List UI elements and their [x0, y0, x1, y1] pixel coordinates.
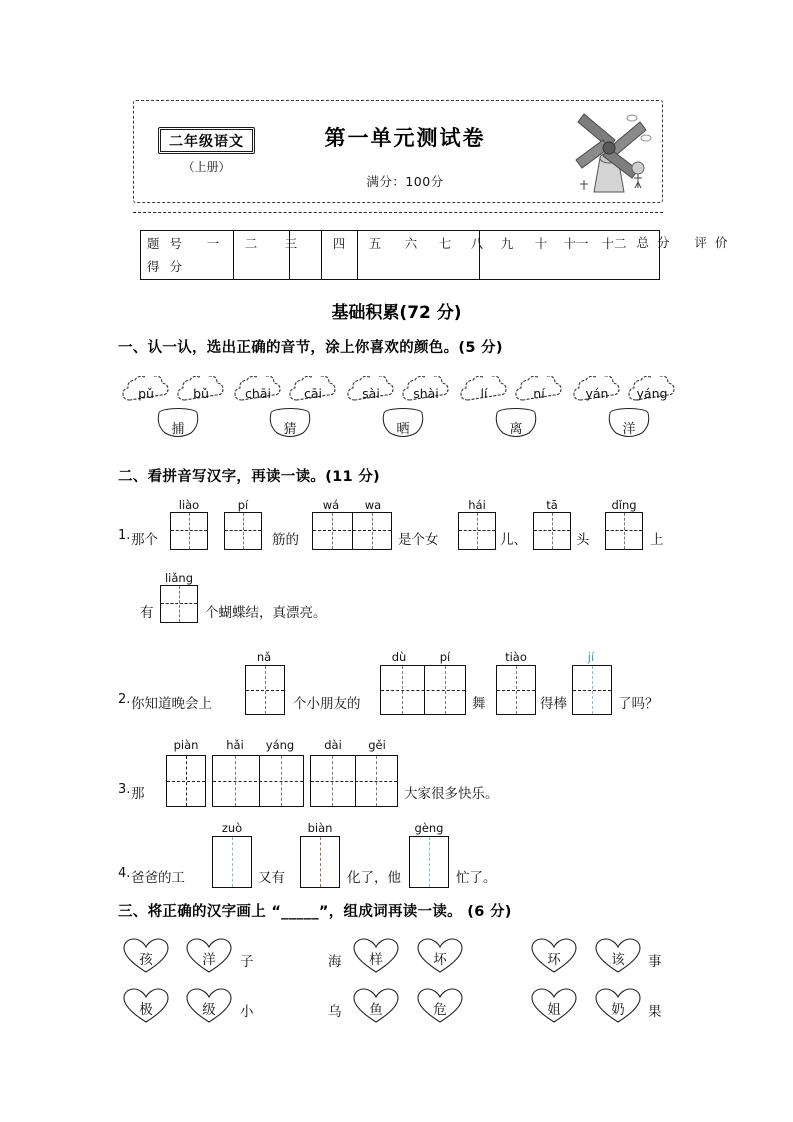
q2-line3-pinyin-1: piàn — [173, 738, 199, 752]
q2-line1-writing-box-2[interactable] — [224, 512, 262, 550]
q2-line1-pinyin-7: dǐng — [611, 498, 637, 512]
character-pot — [605, 407, 653, 441]
q2-line2-writing-box-2[interactable] — [380, 665, 466, 715]
q3-prefix-char: 海 — [328, 954, 342, 970]
pinyin-cloud-option[interactable] — [287, 376, 339, 410]
character-heart-text: 姐 — [547, 1001, 561, 1018]
q3-prefix-char: 乌 — [328, 1004, 342, 1020]
question-1-heading: 一、认一认，选出正确的音节，涂上你喜欢的颜色。(5 分) — [118, 340, 503, 356]
q2-line4-number: 4. — [118, 866, 131, 881]
score-table-col-rating: 评 价 — [694, 235, 730, 250]
pinyin-cloud-option[interactable] — [513, 376, 565, 410]
q2-line2-writing-box-4[interactable] — [572, 665, 612, 715]
grade-badge — [158, 127, 255, 154]
score-table-col-7: 七 — [438, 236, 452, 251]
character-heart-option[interactable] — [530, 938, 578, 974]
character-heart-text: 该 — [611, 951, 625, 968]
character-heart-text: 级 — [202, 1001, 216, 1018]
pinyin-option-text: lí — [480, 385, 488, 401]
q2-line1-writing-box-4[interactable] — [458, 512, 496, 550]
q2-line4-pinyin-2: biàn — [307, 821, 333, 835]
character-heart-option[interactable] — [352, 988, 400, 1024]
q2-line2-text-5: 了吗？ — [618, 696, 659, 712]
q2-line2-pinyin-1: nǎ — [256, 650, 272, 664]
q2-line3-writing-box-1[interactable] — [166, 755, 206, 807]
character-heart-option[interactable] — [352, 938, 400, 974]
q2-line4-text-4: 忙了。 — [456, 870, 497, 886]
character-pot — [492, 407, 540, 441]
score-table-col-10: 十 — [534, 236, 548, 251]
q3-suffix-char: 子 — [240, 954, 254, 970]
character-heart-text: 危 — [433, 1001, 447, 1018]
score-table-divider — [357, 231, 358, 279]
q2-line3-writing-box-3[interactable] — [310, 755, 398, 807]
q2-line1-text-2: 筋的 — [272, 532, 299, 548]
q2-line4-writing-box-2[interactable] — [300, 836, 340, 888]
score-table-col-6: 六 — [404, 236, 418, 251]
q2-line4-writing-box-3[interactable] — [409, 836, 449, 888]
character-pot-text: 猜 — [283, 422, 297, 437]
q2-line1b-pinyin-1: liǎng — [164, 571, 194, 585]
score-table-col-2: 二 — [244, 236, 258, 251]
pinyin-cloud-option[interactable] — [175, 376, 227, 410]
character-heart-text: 环 — [547, 951, 561, 968]
q2-line1-text-3: 是个女 — [398, 532, 439, 548]
pinyin-option-text: bǔ — [193, 385, 209, 401]
q2-line1-pinyin-2: pí — [237, 498, 249, 512]
q2-line2-pinyin-2: dù — [391, 650, 407, 664]
q2-line3-text-1: 那 — [131, 786, 145, 802]
score-table-row-label-question: 题 号 — [147, 236, 185, 251]
character-heart-text: 孩 — [139, 951, 153, 968]
pinyin-cloud-option[interactable] — [232, 376, 284, 410]
header-divider — [133, 212, 663, 213]
q2-line1-writing-box-3[interactable] — [312, 512, 392, 550]
q2-line2-text-1: 你知道晚会上 — [131, 696, 212, 712]
pinyin-option-text: pǔ — [138, 385, 154, 401]
pinyin-option-text: shài — [413, 385, 439, 401]
character-heart-option[interactable] — [185, 988, 233, 1024]
score-table-col-8: 八 — [470, 236, 484, 251]
q2-line3-number: 3. — [118, 782, 131, 797]
q2-line2-pinyin-4: tiào — [505, 650, 527, 664]
q3-suffix-char: 小 — [240, 1004, 254, 1020]
character-pot-text: 离 — [509, 422, 523, 437]
score-table-col-3: 三 — [284, 236, 298, 251]
character-heart-text: 极 — [139, 1001, 153, 1018]
score-table-divider — [233, 231, 234, 279]
character-pot — [266, 407, 314, 441]
question-2-heading: 二、看拼音写汉字，再读一读。(11 分) — [118, 469, 380, 485]
windmill-icon — [560, 108, 652, 194]
character-heart-option[interactable] — [416, 988, 464, 1024]
q2-line2-pinyin-3: pí — [439, 650, 451, 664]
q2-line3-pinyin-5: gěi — [368, 738, 386, 752]
q2-line3-writing-box-2[interactable] — [212, 755, 304, 807]
q2-line1-text-6: 上 — [650, 532, 664, 548]
q3-suffix-char: 事 — [648, 954, 662, 970]
character-heart-text: 样 — [369, 951, 383, 968]
q2-line4-pinyin-1: zuò — [221, 821, 243, 835]
character-pot — [154, 407, 202, 441]
q2-line1-text-5: 头 — [576, 532, 590, 548]
q2-line1-pinyin-3: wá — [322, 498, 340, 512]
q2-line4-text-2: 又有 — [258, 870, 285, 886]
grade-volume-label: （上册） — [182, 160, 231, 174]
character-pot-text: 晒 — [396, 422, 410, 437]
score-table-col-1: 一 — [206, 236, 220, 251]
pinyin-option-text: yáng — [636, 385, 668, 401]
character-heart-text: 奶 — [611, 1001, 625, 1018]
character-heart-option[interactable] — [530, 988, 578, 1024]
pinyin-cloud-option[interactable] — [571, 376, 623, 410]
character-heart-option[interactable] — [122, 988, 170, 1024]
character-heart-text: 鱼 — [369, 1001, 383, 1018]
q2-line1-text-1: 那个 — [131, 532, 158, 548]
q2-line3-text-2: 大家很多快乐。 — [404, 786, 499, 802]
pinyin-cloud-option[interactable] — [345, 376, 397, 410]
q2-line1-pinyin-1: liào — [178, 498, 200, 512]
character-pot-text: 捕 — [171, 422, 185, 437]
pinyin-option-text: yán — [585, 385, 609, 401]
q2-line1b-writing-box[interactable] — [160, 585, 198, 623]
character-heart-option[interactable] — [594, 988, 642, 1024]
q2-line4-text-1: 爸爸的工 — [131, 870, 185, 886]
pinyin-option-text: cāi — [303, 385, 322, 401]
q2-line4-text-3: 化了，他 — [347, 870, 401, 886]
pinyin-option-text: sài — [362, 385, 380, 401]
q2-line1-text-4: 儿、 — [500, 532, 527, 548]
q2-line2-text-2: 个小朋友的 — [293, 696, 361, 712]
pinyin-cloud-option[interactable] — [626, 376, 678, 410]
q2-line2-text-3: 舞 — [472, 696, 486, 712]
score-table-col-4: 四 — [332, 236, 346, 251]
character-heart-option[interactable] — [594, 938, 642, 974]
q2-line1b-text-1: 有 — [140, 605, 154, 621]
character-heart-option[interactable] — [416, 938, 464, 974]
score-table-col-11: 十一 — [563, 236, 589, 251]
score-table-col-12: 十二 — [601, 236, 627, 251]
q2-line2-pinyin-5: jí — [587, 650, 595, 664]
character-heart-option[interactable] — [122, 938, 170, 974]
q2-line1b-text-2: 个蝴蝶结，真漂亮。 — [205, 605, 327, 621]
pinyin-option-text: chāi — [245, 385, 271, 401]
full-score-label: 满分：100分 — [366, 174, 444, 189]
q2-line1-pinyin-5: hái — [468, 498, 486, 512]
q2-line2-writing-box-3[interactable] — [496, 665, 536, 715]
page-title: 第一单元测试卷 — [324, 126, 486, 150]
q2-line1-pinyin-6: tā — [546, 498, 558, 512]
q2-line1-writing-box-5[interactable] — [533, 512, 571, 550]
q3-suffix-char: 果 — [648, 1004, 662, 1020]
pinyin-cloud-option[interactable] — [120, 376, 172, 410]
q2-line1-writing-box-1[interactable] — [170, 512, 208, 550]
question-3-heading: 三、将正确的汉字画上 “_____”，组成词再读一读。 (6 分) — [118, 904, 512, 920]
score-table-row-label-score: 得 分 — [147, 259, 185, 274]
character-pot-text: 洋 — [622, 422, 636, 437]
q2-line3-pinyin-4: dài — [324, 738, 342, 752]
q2-line4-pinyin-3: gèng — [414, 821, 444, 835]
pinyin-cloud-option[interactable] — [458, 376, 510, 410]
q2-line1-pinyin-4: wa — [364, 498, 382, 512]
character-heart-text: 洋 — [202, 951, 216, 968]
character-heart-option[interactable] — [185, 938, 233, 974]
character-pot — [379, 407, 427, 441]
q2-line1-number: 1. — [118, 528, 131, 543]
score-table-col-5: 五 — [368, 236, 382, 251]
q2-line3-pinyin-3: yáng — [265, 738, 295, 752]
pinyin-option-text: ní — [533, 385, 545, 401]
pinyin-cloud-option[interactable] — [400, 376, 452, 410]
q2-line2-number: 2. — [118, 692, 131, 707]
score-table-divider — [321, 231, 322, 279]
q2-line2-text-4: 得棒 — [540, 696, 567, 712]
grade-badge-label: 二年级语文 — [160, 129, 253, 152]
section-heading: 基础积累(72 分) — [331, 303, 462, 323]
character-heart-text: 坏 — [433, 951, 447, 968]
q2-line2-writing-box-1[interactable] — [245, 665, 285, 715]
q2-line1-writing-box-6[interactable] — [605, 512, 643, 550]
score-table-col-9: 九 — [500, 236, 514, 251]
score-table — [140, 230, 660, 280]
q2-line4-writing-box-1[interactable] — [212, 836, 252, 888]
q2-line3-pinyin-2: hǎi — [226, 738, 244, 752]
score-table-col-total: 总 分 — [636, 235, 672, 250]
